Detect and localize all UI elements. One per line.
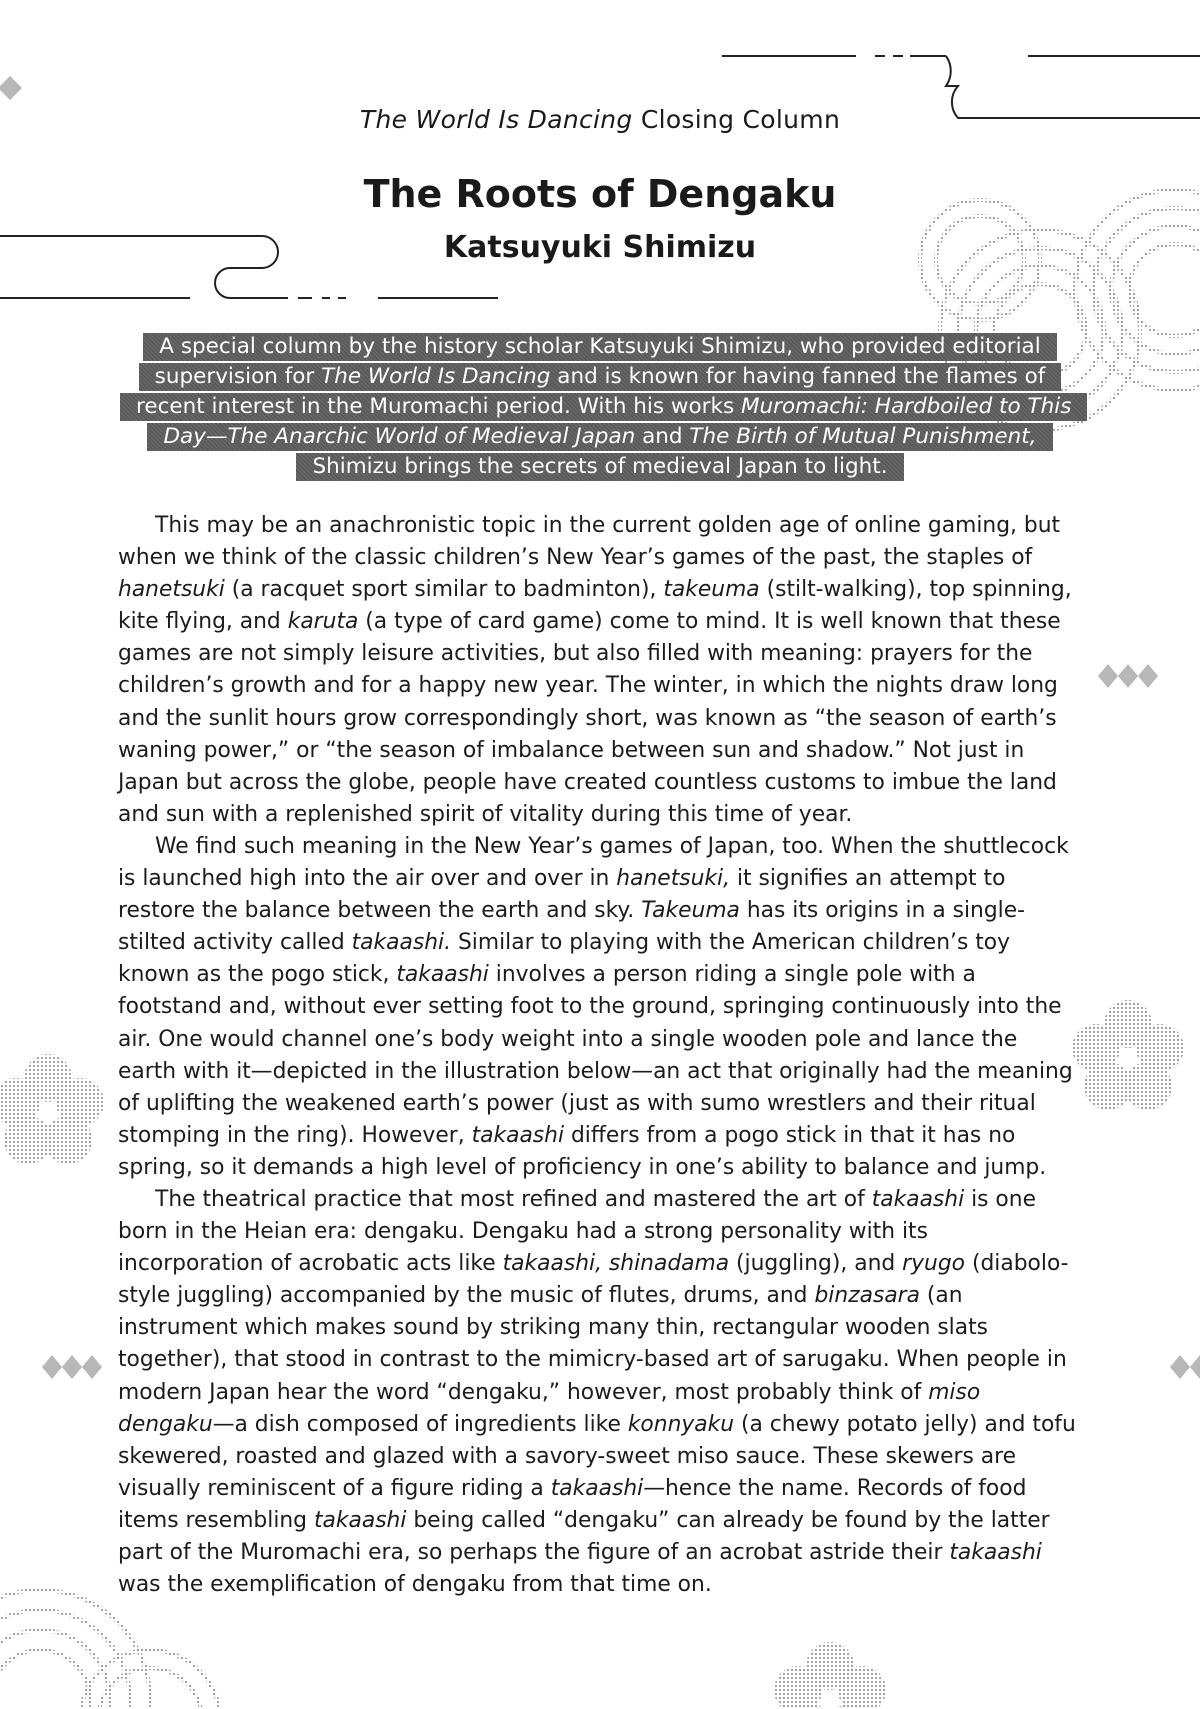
series-title: The World Is Dancing [359,105,633,134]
italic-term: takaashi [949,1540,1042,1565]
seigaiha-wave-bottom-left [0,1590,220,1709]
intro-italic: The World Is Dancing [321,364,551,389]
diamond-ornament-right [1098,664,1158,688]
text-run: (juggling), and [729,1251,903,1277]
article-body [118,510,1078,1601]
text-run: has its origins in a single-stilted activity called [118,898,1026,956]
italic-term: konnyaku [627,1411,735,1437]
flower-ornament-right [1072,1000,1184,1110]
text-run: being called “dengaku” can already be found by the latter part of the Muromachi era, so perhaps the figure of an acrobat astride their [118,1507,1050,1565]
text-run: (a type of card game) come to mind. It is well known that these games are not simply leisure activities, but also filled with meaning: prayers for the children’s growth and for a happy new year. The winter, in which the nights draw long and the sunlit hours grow correspondingly short, was known as “the season of earth’s waning power,” or “the season of imbalance between sun and shadow.” Not just in Japan but across the globe, people have created countless customs to imbue the land and sun with a replenished spirit of vitality during this time of year. [118,609,1061,827]
intro-highlight [120,333,1087,481]
italic-term: takaashi [471,1122,565,1148]
flower-ornament-left [0,1054,104,1164]
italic-term: takaashi [396,962,489,988]
italic-term: miso dengaku [118,1379,981,1437]
diamond-ornament-right-edge [1170,1355,1200,1379]
paragraph-3 [118,1184,1078,1601]
author-name: Katsuyuki Shimizu [443,230,757,265]
text-run: (a racquet sport similar to badminton), [224,577,664,603]
series-heading [0,105,1200,134]
text-run: —hence the name. Records of food items resembling [118,1475,1027,1533]
italic-term: takaashi [313,1507,407,1533]
text-run: involves a person riding a single pole with a footstand and, without ever setting foot to the ground, springing continuously into the air. One would channel one’s body weight into a single wooden pole and lance the earth with it—depicted in the illustration below—an act that originally had the meaning of uplifting the weakened earth’s power (just as with sumo wrestlers and their ritual stomping in the ring). However, [118,962,1073,1148]
italic-term: takaashi [550,1475,644,1501]
paragraph-2 [118,831,1078,1184]
text-run: The theatrical practice that most refined and mastered the art of [155,1186,872,1212]
italic-term: takaashi. [351,930,452,956]
italic-term: karuta [287,609,359,635]
italic-term: hanetsuki [118,577,225,603]
series-label: Closing Column [632,105,841,134]
text-run: differs from a pogo stick in that it has no spring, so it demands a high level of proficiency in one’s ability to balance and jump. [118,1122,1047,1180]
flower-ornament-bottom [774,1642,886,1709]
intro-text: and is known for having fanned the flames of recent interest in the Muromachi period. With his works [136,364,1046,419]
italic-term: hanetsuki, [616,866,731,892]
text-run: was the exemplification of dengaku from that time on. [118,1572,712,1598]
intro-italic: The Birth of Mutual Punishment, [689,424,1037,449]
intro-text: and [635,424,690,449]
italic-term: Takeuma [641,898,740,924]
italic-term: binzasara [814,1283,920,1309]
text-run: Similar to playing with the American children’s toy known as the pogo stick, [118,930,1011,988]
italic-term: takaashi [871,1186,965,1212]
diamond-ornament-top-left [0,76,22,100]
page-title: The Roots of Dengaku [363,172,837,216]
diamond-ornament-left [42,1355,102,1379]
text-run: This may be an anachronistic topic in the current golden age of online gaming, but when we think of the classic children’s New Year’s games of the past, the staples of [118,513,1061,571]
italic-term: takeuma [663,577,760,603]
intro-text: A special column by the history scholar Katsuyuki Shimizu, who provided editorial supervision for [154,334,1041,389]
italic-term: takaashi, shinadama [502,1251,730,1277]
intro-blurb [120,332,1080,482]
text-run: We find such meaning in the New Year’s games of Japan, too. When the shuttlecock is launched high into the air over and over in [118,833,1069,892]
paragraph-1 [118,510,1078,831]
text-run: it signifies an attempt to restore the balance between the earth and sky. [118,866,1006,924]
intro-text: Shimizu brings the secrets of medieval Japan to light. [312,454,888,479]
text-run: is one born in the Heian era: dengaku. Dengaku had a strong personality with its incorporation of acrobatic acts like [118,1186,1036,1277]
italic-term: ryugo [902,1251,966,1277]
text-run: (stilt-walking), top spinning, kite flying, and [118,577,1072,635]
text-run: (diabolo-style juggling) accompanied by the music of flutes, drums, and [118,1251,1069,1309]
text-run: (a chewy potato jelly) and tofu skewered, roasted and glazed with a savory-sweet miso sauce. These skewers are visually reminiscent of a figure riding a [118,1411,1076,1501]
text-run: —a dish composed of ingredients like [212,1411,628,1437]
intro-italic: Muromachi: Hardboiled to This Day—The Anarchic World of Medieval Japan [163,394,1072,449]
text-run: (an instrument which makes sound by striking many thin, rectangular wooden slats together), that stood in contrast to the mimicry-based art of sarugaku. When people in modern Japan hear the word “dengaku,” however, most probably think of [118,1283,1067,1405]
